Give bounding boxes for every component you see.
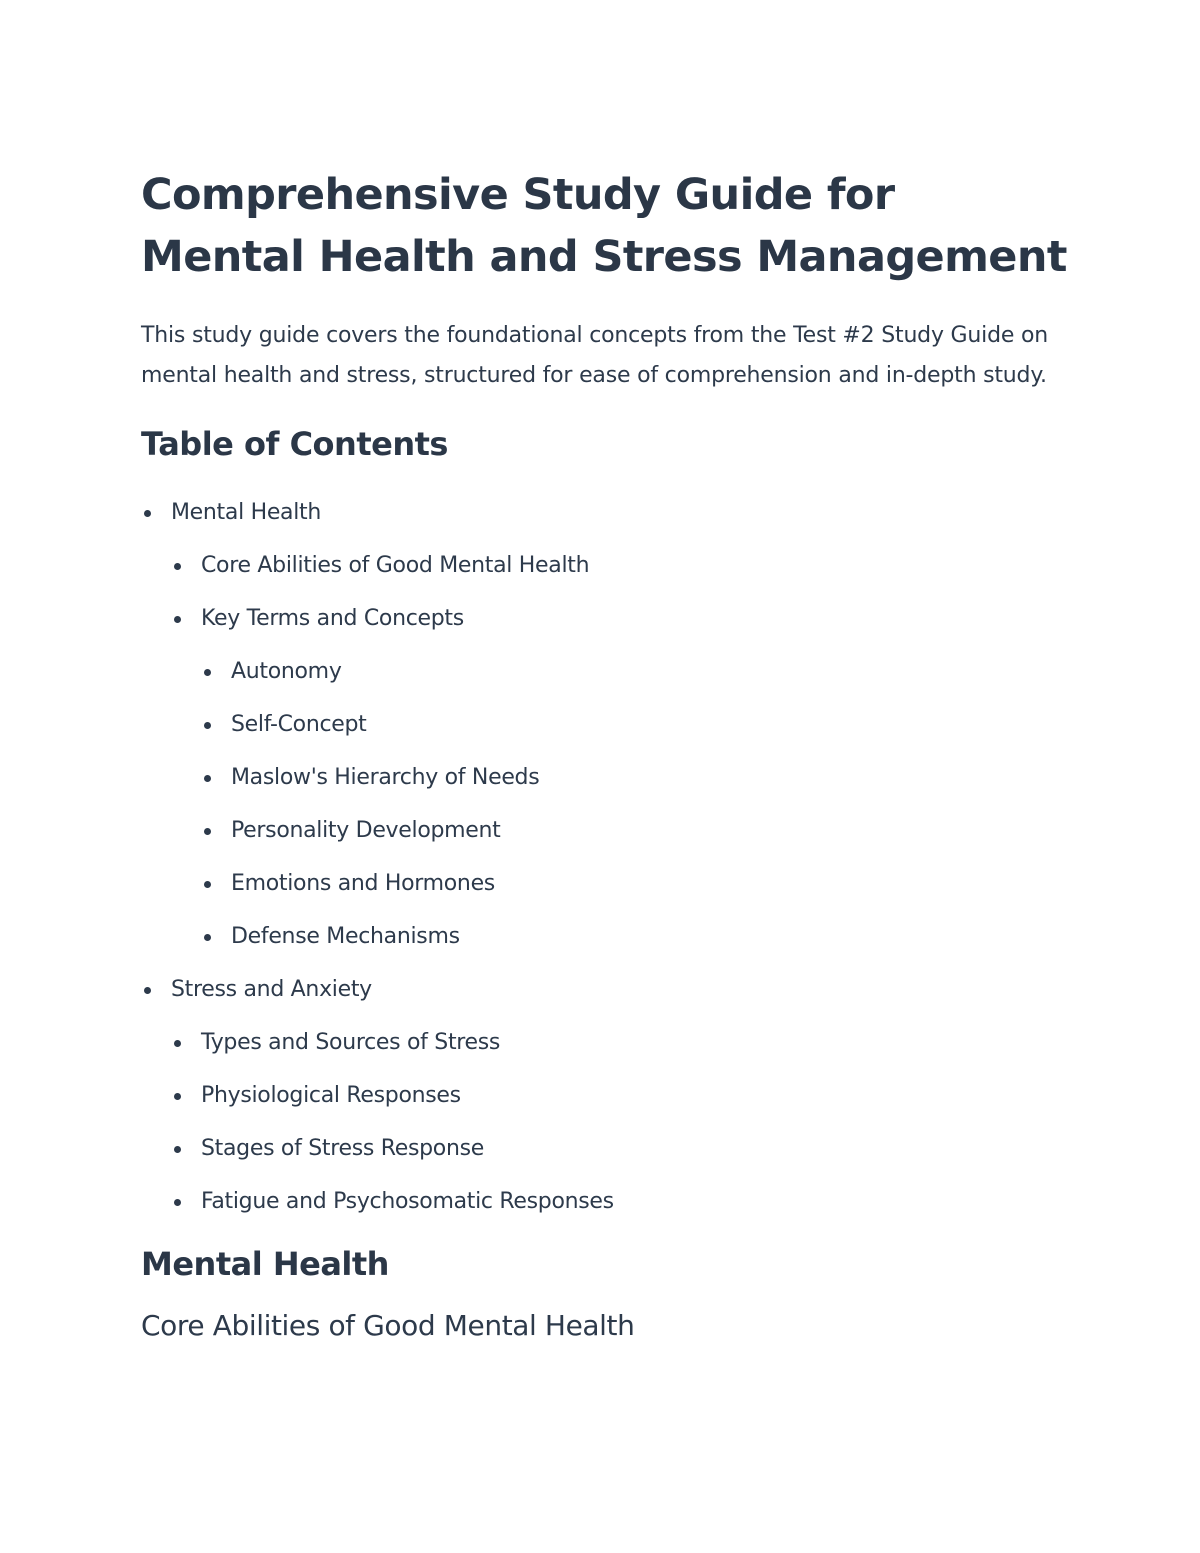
toc-item-stages[interactable] xyxy=(171,1122,1071,1175)
toc-item-fatigue[interactable] xyxy=(171,1175,1071,1228)
toc-item-label[interactable]: Fatigue and Psychosomatic Responses xyxy=(171,1175,1071,1228)
toc-item-label[interactable]: Defense Mechanisms xyxy=(201,910,1071,963)
toc-item-label[interactable]: Mental Health xyxy=(141,486,1071,539)
toc-heading: Table of Contents xyxy=(141,425,448,463)
toc-item-autonomy[interactable] xyxy=(201,645,1071,698)
toc-item-key-terms[interactable] xyxy=(171,592,1071,645)
toc-item-label[interactable]: Stress and Anxiety xyxy=(141,963,1071,1016)
toc-item-mental-health[interactable] xyxy=(141,486,1071,539)
toc-item-physiological[interactable] xyxy=(171,1069,1071,1122)
toc-item-personality[interactable] xyxy=(201,804,1071,857)
toc-item-label[interactable]: Physiological Responses xyxy=(171,1069,1071,1122)
toc-item-label[interactable]: Personality Development xyxy=(201,804,1071,857)
toc-item-label[interactable]: Types and Sources of Stress xyxy=(171,1016,1071,1069)
toc-item-stress-anxiety[interactable] xyxy=(141,963,1071,1016)
intro-paragraph: This study guide covers the foundational concepts from the Test #2 Study Guide on mental health and stress, structured for ease of comprehension and in-depth study. xyxy=(141,323,1048,388)
document-page xyxy=(141,164,1071,1346)
subsection-heading-core-abilities: Core Abilities of Good Mental Health xyxy=(141,1309,635,1342)
toc-item-label[interactable]: Maslow's Hierarchy of Needs xyxy=(201,751,1071,804)
section-heading-mental-health: Mental Health xyxy=(141,1245,389,1283)
toc-item-types-sources[interactable] xyxy=(171,1016,1071,1069)
toc-item-core-abilities[interactable] xyxy=(171,539,1071,592)
document-title: Comprehensive Study Guide for Mental Health and Stress Management xyxy=(141,170,1067,282)
toc-item-label[interactable]: Self-Concept xyxy=(201,698,1071,751)
toc-item-label[interactable]: Core Abilities of Good Mental Health xyxy=(171,539,1071,592)
toc-item-maslow[interactable] xyxy=(201,751,1071,804)
toc-item-defense[interactable] xyxy=(201,910,1071,963)
toc-item-label[interactable]: Key Terms and Concepts xyxy=(171,592,1071,645)
table-of-contents xyxy=(141,486,1071,1228)
toc-item-label[interactable]: Stages of Stress Response xyxy=(171,1122,1071,1175)
toc-item-emotions[interactable] xyxy=(201,857,1071,910)
toc-item-label[interactable]: Autonomy xyxy=(201,645,1071,698)
toc-item-self-concept[interactable] xyxy=(201,698,1071,751)
toc-item-label[interactable]: Emotions and Hormones xyxy=(201,857,1071,910)
